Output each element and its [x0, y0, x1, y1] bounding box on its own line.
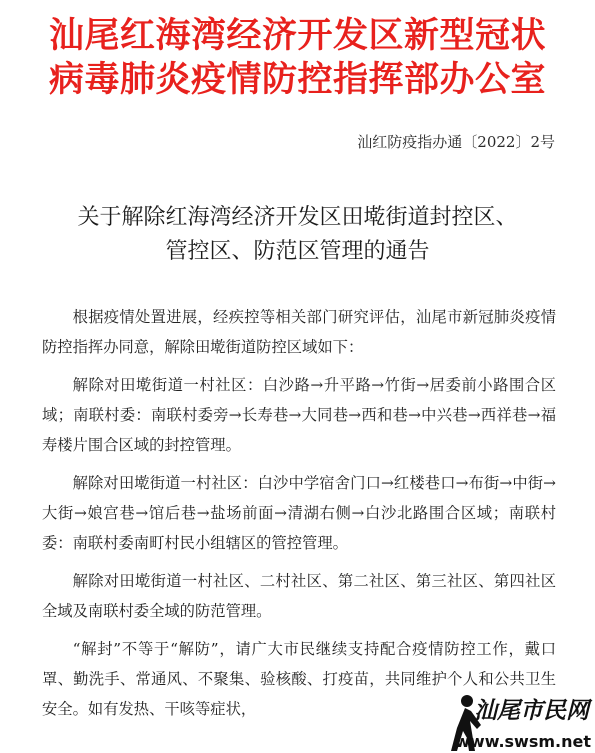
watermark-url: www.swsm.net — [455, 732, 591, 751]
notice-body — [42, 302, 556, 724]
paragraph-reminder: “解封”不等于“解防”，请广大市民继续支持配合疫情防控工作，戴口罩、勤洗手、常通风、不聚集、验核酸、打疫苗，共同维护个人和公共卫生安全。如有发热、干咳等症状， — [42, 640, 556, 718]
notice-title-line-1: 关于解除红海湾经济开发区田墘街道封控区、 — [77, 205, 518, 230]
issuer-header-line-2: 病毒肺炎疫情防控指挥部办公室 — [48, 60, 546, 100]
paragraph-lift-prevention: 解除对田墘街道一村社区、二村社区、第二社区、第三社区、第四社区全域及南联村委全域的防范管理。 — [42, 572, 556, 620]
issuer-header-line-1: 汕尾红海湾经济开发区新型冠状 — [48, 16, 546, 56]
paragraph-intro: 根据疫情处置进展，经疾控等相关部门研究评估，汕尾市新冠肺炎疫情防控指挥办同意，解除田墘街道防控区域如下： — [42, 308, 556, 356]
paragraph-lift-lockdown: 解除对田墘街道一村社区：白沙路→升平路→竹街→居委前小路围合区域；南联村委：南联村委旁→长寿巷→大同巷→西和巷→中兴巷→西祥巷→福寿楼片围合区域的封控管理。 — [42, 376, 556, 454]
paragraph-lift-control: 解除对田墘街道一村社区：白沙中学宿舍门口→红楼巷口→布街→中街→大街→娘宫巷→馆后巷→盐场前面→清湖右侧→白沙北路围合区域；南联村委：南联村委南町村民小组辖区的管控管理。 — [42, 474, 556, 552]
site-watermark — [445, 667, 595, 753]
document-number: 汕红防疫指办通〔2022〕2号 — [357, 133, 555, 151]
watermark-site-name: 汕尾市民网 — [474, 697, 589, 724]
notice-title-line-2: 管控区、防范区管理的通告 — [165, 239, 430, 264]
